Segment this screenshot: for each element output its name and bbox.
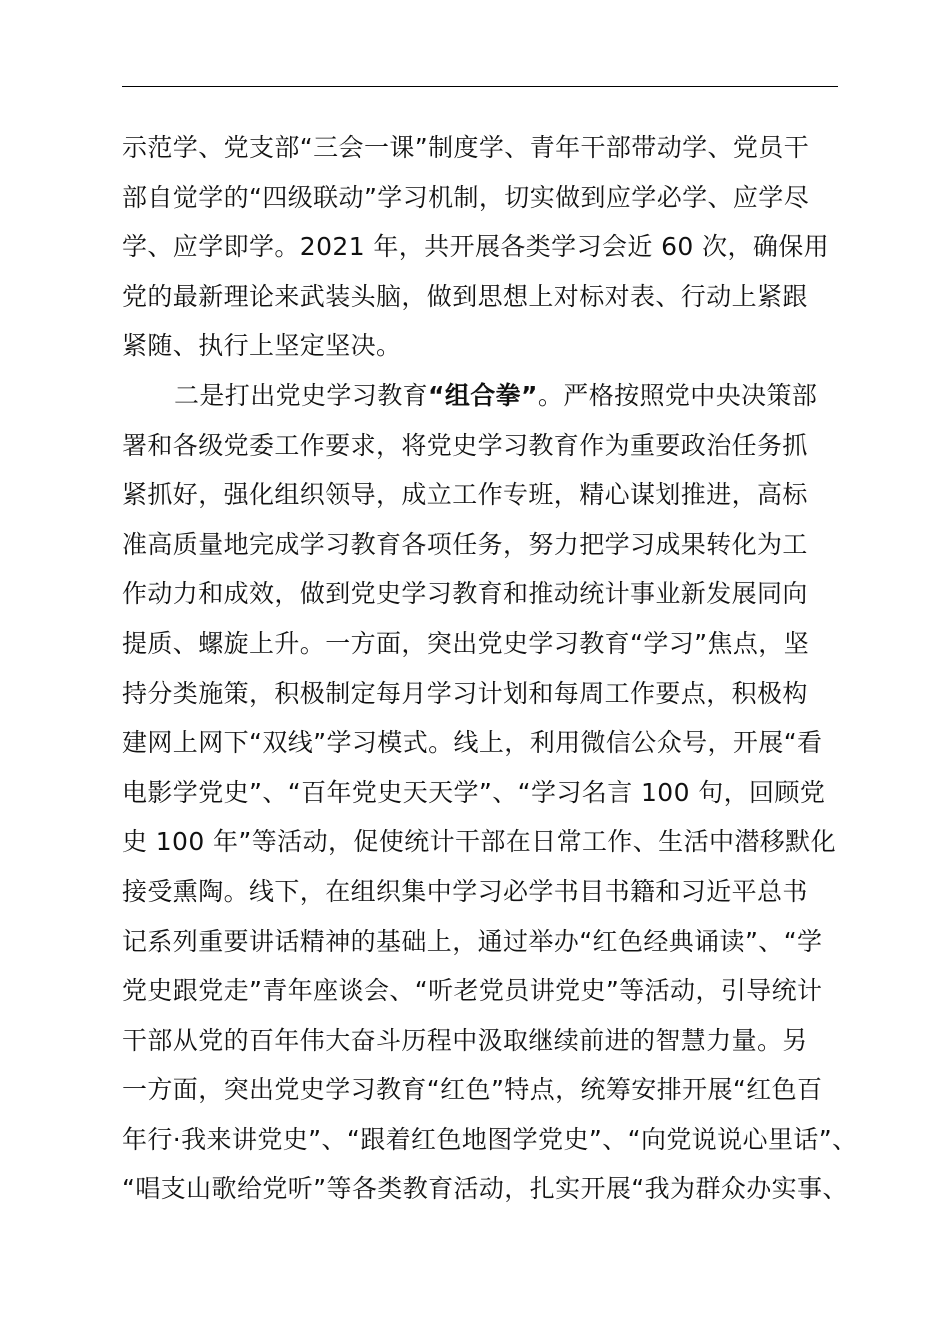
text-line: 部自觉学的“四级联动”学习机制，切实做到应学必学、应学尽 [122, 182, 810, 212]
text-line: 准高质量地完成学习教育各项任务，努力把学习成果转化为工 [122, 529, 808, 559]
text-line: 党史跟党走”青年座谈会、“听老党员讲党史”等活动，引导统计 [122, 976, 823, 1006]
text-line: 紧随、执行上坚定坚决。 [122, 331, 402, 361]
text-line: 干部从党的百年伟大奋斗历程中汲取继续前进的智慧力量。另 [122, 1025, 808, 1055]
text-line: 持分类施策，积极制定每月学习计划和每周工作要点，积极构 [122, 678, 808, 708]
heading-suffix: 。严格按照党中央决策部 [537, 380, 818, 410]
paragraph-heading-line [122, 371, 882, 421]
text-line: 年行·我来讲党史”、“跟着红色地图学党史”、“向党说说心里话”、 [122, 1124, 858, 1154]
text-line: 学、应学即学。2021 年，共开展各类学习会近 60 次，确保用 [122, 232, 830, 262]
text-line: 一方面，突出党史学习教育“红色”特点，统筹安排开展“红色百 [122, 1075, 823, 1105]
text-line: 电影学党史”、“百年党史天天学”、“学习名言 100 句，回顾党 [122, 777, 826, 807]
text-line: 记系列重要讲话精神的基础上，通过举办“红色经典诵读”、“学 [122, 926, 823, 956]
text-line: 党的最新理论来武装头脑，做到思想上对标对表、行动上紧跟 [122, 281, 808, 311]
text-line: 史 100 年”等活动，促使统计干部在日常工作、生活中潜移默化 [122, 827, 836, 857]
text-line: 作动力和成效，做到党史学习教育和推动统计事业新发展同向 [122, 579, 808, 609]
text-line: 示范学、党支部“三会一课”制度学、青年干部带动学、党员干 [122, 133, 810, 162]
text-line: 署和各级党委工作要求，将党史学习教育作为重要政治任务抓 [122, 430, 808, 460]
paragraph-party-history [122, 371, 882, 1214]
text-line: 建网上网下“双线”学习模式。线上，利用微信公众号，开展“看 [122, 728, 823, 758]
header-rule [122, 86, 838, 87]
document-body [122, 123, 882, 1214]
text-line: 紧抓好，强化组织领导，成立工作专班，精心谋划推进，高标 [122, 480, 808, 510]
paragraph-study-mechanism [122, 123, 882, 371]
text-line: 提质、螺旋上升。一方面，突出党史学习教育“学习”焦点，坚 [122, 628, 810, 658]
text-line: “唱支山歌给党听”等各类教育活动，扎实开展“我为群众办实事、 [122, 1174, 848, 1204]
heading-prefix: 二是打出党史学习教育 [174, 380, 429, 410]
heading-emphasis: “组合拳” [428, 380, 538, 410]
text-line: 接受熏陶。线下，在组织集中学习必学书目书籍和习近平总书 [122, 876, 808, 906]
